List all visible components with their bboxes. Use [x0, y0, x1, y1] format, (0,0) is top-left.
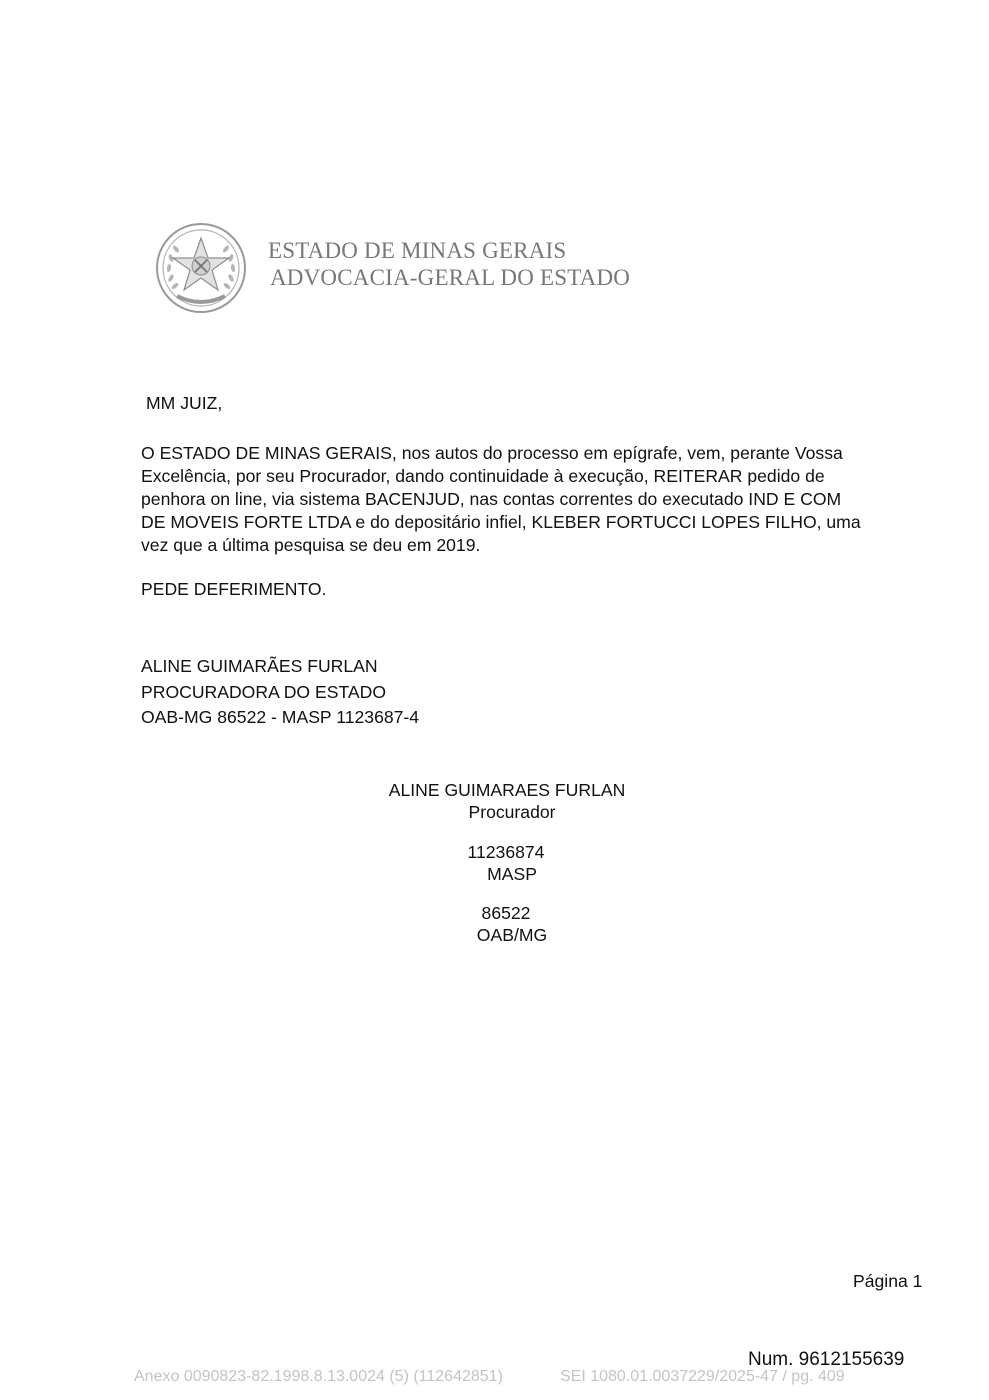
- stamp-oab-label: OAB/MG: [476, 925, 548, 945]
- paragraph-line: DE MOVEIS FORTE LTDA e do depositário infiel, KLEBER FORTUCCI LOPES FILHO, uma: [141, 512, 861, 532]
- stamp-masp-label: MASP: [487, 864, 537, 884]
- signer-registration: OAB-MG 86522 - MASP 1123687-4: [141, 707, 420, 727]
- signature-block: [141, 654, 419, 731]
- stamp-name: ALINE GUIMARAES FURLAN: [388, 780, 626, 800]
- closing-request: PEDE DEFERIMENTO.: [141, 579, 327, 599]
- stamp-oab-number: 86522: [481, 903, 531, 923]
- salutation: MM JUIZ,: [146, 393, 223, 413]
- footer-sei-reference: SEI 1080.01.0037229/2025-47 / pg. 409: [560, 1368, 845, 1385]
- document-number: Num. 9612155639: [748, 1349, 905, 1370]
- body-paragraph: [141, 442, 861, 557]
- footer-annex-reference: Anexo 0090823-82.1998.8.13.0024 (5) (112642851): [134, 1368, 503, 1385]
- paragraph-line: penhora on line, via sistema BACENJUD, nas contas correntes do executado IND E COM: [141, 489, 842, 509]
- paragraph-line: Excelência, por seu Procurador, dando continuidade à execução, REITERAR pedido de: [141, 466, 825, 486]
- header-agency-name: ADVOCACIA-GERAL DO ESTADO: [270, 265, 631, 290]
- signer-name: ALINE GUIMARÃES FURLAN: [141, 656, 378, 676]
- paragraph-line: O ESTADO DE MINAS GERAIS, nos autos do processo em epígrafe, vem, perante Vossa: [141, 443, 843, 463]
- page-number: Página 1: [853, 1271, 923, 1291]
- header-state-name: ESTADO DE MINAS GERAIS: [268, 238, 567, 263]
- state-seal-icon: [155, 222, 247, 314]
- stamp-role: Procurador: [468, 802, 556, 822]
- stamp-masp-number: 11236874: [467, 842, 545, 862]
- paragraph-line: vez que a última pesquisa se deu em 2019.: [141, 535, 481, 555]
- signer-title: PROCURADORA DO ESTADO: [141, 681, 387, 702]
